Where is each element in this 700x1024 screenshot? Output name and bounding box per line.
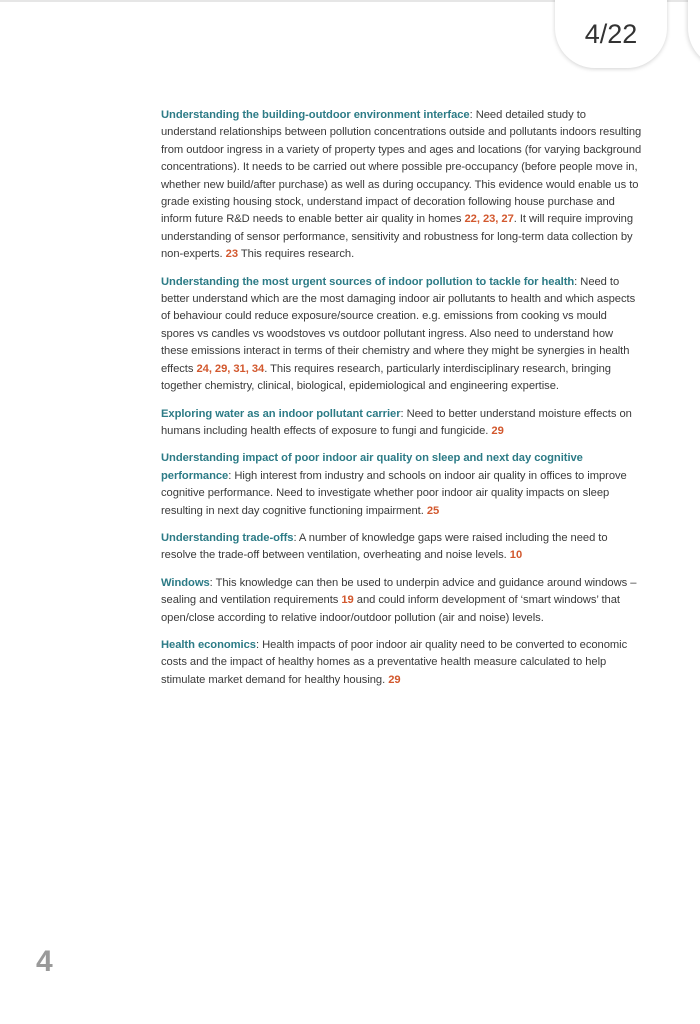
section-trade-offs — [161, 530, 643, 565]
document-body[interactable] — [161, 107, 643, 699]
section-text: : High interest from industry and schools on indoor air quality in offices to improve cognitive performance. Need to investigate whether poor indoor air quality impacts on sleep resulting in next day cognitive functioning impairment. — [161, 469, 627, 517]
section-text: . This requires research, particularly interdisciplinary research, bringing together chemistry, clinical, biological, epidemiological and engineering expertise. — [161, 362, 611, 393]
reference-numbers[interactable]: 23 — [225, 248, 239, 261]
reference-numbers[interactable]: 10 — [509, 549, 523, 562]
section-urgent-sources — [161, 274, 643, 396]
section-heading: Windows — [161, 576, 210, 589]
section-sleep-cognitive — [161, 450, 643, 520]
reference-numbers[interactable]: 22, 23, 27 — [464, 213, 514, 226]
section-text: : Need detailed study to understand relationships between pollution concentrations outside and pollutants indoors resulting from outdoor ingress in a variety of property types and ages and locations (for varying background concentrations). It needs to be carried out where possible pre-occupancy (before people move in, whether new build/after purchase) as well as during occupancy. This evidence would enable us to grade existing housing stock, understand impact of decoration following house purchase and inform future R&D needs to enable better air quality in homes — [161, 109, 642, 226]
reference-numbers[interactable]: 24, 29, 31, 34 — [196, 362, 265, 375]
section-text: : A number of knowledge gaps were raised including the need to resolve the trade-off between ventilation, overheating and noise levels. — [161, 531, 608, 562]
reference-numbers[interactable]: 29 — [491, 424, 504, 437]
section-health-economics — [161, 637, 643, 689]
page-indicator: 4/22 — [555, 0, 667, 68]
page-number: 4 — [36, 945, 53, 978]
section-text: : Health impacts of poor indoor air quality need to be converted to economic costs and the impact of healthy homes as a preventative health measure calculated to help stimulate market demand for healthy housing. — [161, 638, 628, 686]
section-text: and could inform development of ‘smart windows’ that open/close according to relative indoor/outdoor pollution (air and noise) levels. — [161, 594, 620, 624]
reference-numbers[interactable]: 29 — [388, 673, 401, 686]
section-text: : Need to better understand moisture effects on humans including health effects of exposure to fungi and fungicide. — [161, 407, 632, 437]
section-heading: Health economics — [161, 638, 256, 651]
reference-numbers[interactable]: 25 — [426, 504, 440, 517]
section-water-pollutant-carrier — [161, 406, 643, 441]
reference-numbers[interactable]: 19 — [341, 594, 354, 607]
section-building-outdoor-interface — [161, 107, 643, 264]
section-text: . It will require improving understanding of sensor performance, sensitivity and robustness for long-term data collection by non-experts. — [161, 213, 634, 261]
section-text: : Need to better understand which are the most damaging indoor air pollutants to health and which aspects of behaviour could reduce exposure/source creation. e.g. emissions from cooking vs mould spores vs candles vs woodstoves vs outdoor pollutant ingress. Also need to understand how these emissions interact in terms of their chemistry and where they might be synergies in health effects — [161, 275, 636, 375]
section-heading: Understanding impact of poor indoor air quality on sleep and next day cognitive performance — [161, 452, 583, 482]
section-text: : This knowledge can then be used to underpin advice and guidance around windows – sealing and ventilation requirements — [161, 576, 637, 607]
scroll-handle[interactable] — [688, 0, 700, 68]
section-heading: Understanding trade-offs — [161, 531, 294, 544]
section-heading: Understanding the most urgent sources of indoor pollution to tackle for health — [161, 275, 575, 288]
section-heading: Exploring water as an indoor pollutant carrier — [161, 407, 401, 420]
section-text: This requires research. — [238, 248, 355, 261]
section-windows — [161, 575, 643, 627]
section-heading: Understanding the building-outdoor environment interface — [161, 109, 470, 121]
